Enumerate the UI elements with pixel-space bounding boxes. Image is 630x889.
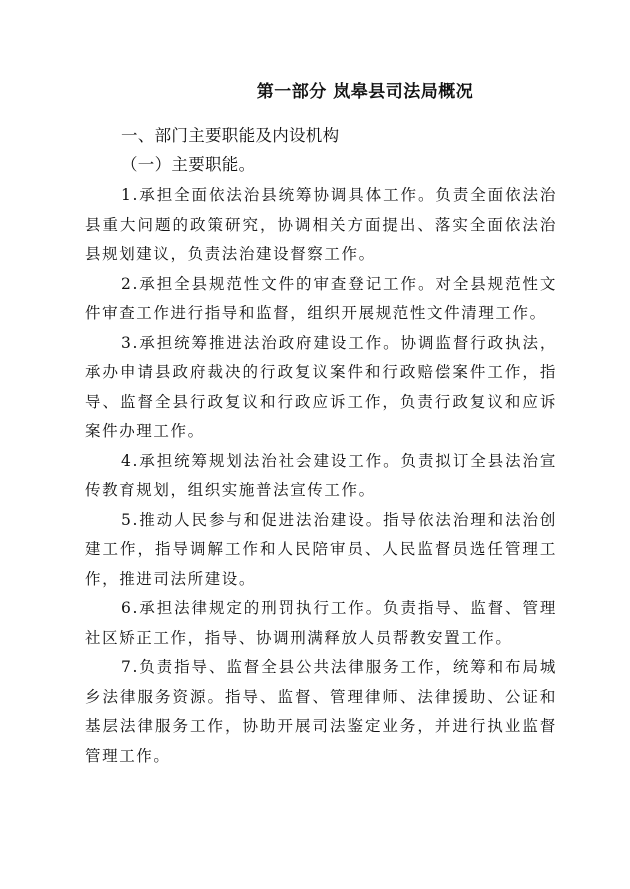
paragraph-6: 6.承担法律规定的刑罚执行工作。负责指导、监督、管理社区矫正工作，指导、协调刑满释放人员帮教安置工作。 — [85, 599, 557, 647]
subsection-heading: （一）主要职能。 — [121, 155, 256, 174]
paragraph-1: 1.承担全面依法治县统筹协调具体工作。负责全面依法治县重大问题的政策研究，协调相关方面提出、落实全面依法治县规划建议，负责法治建设督察工作。 — [85, 186, 557, 263]
paragraph-5: 5.推动人民参与和促进法治建设。指导依法治理和法治创建工作，指导调解工作和人民陪审员、人民监督员选任管理工作，推进司法所建设。 — [85, 510, 557, 588]
section-heading: 一、部门主要职能及内设机构 — [121, 126, 340, 145]
document-title: 第一部分 岚皋县司法局概况 — [256, 82, 474, 102]
paragraph-4: 4.承担统筹规划法治社会建设工作。负责拟订全县法治宣传教育规划，组织实施普法宣传工作。 — [85, 451, 557, 499]
paragraph-3: 3.承担统筹推进法治政府建设工作。协调监督行政执法，承办申请县政府裁决的行政复议案件和行政赔偿案件工作，指导、监督全县行政复议和行政应诉工作，负责行政复议和应诉案件办理工作。 — [85, 333, 557, 440]
paragraph-7: 7.负责指导、监督全县公共法律服务工作，统筹和布局城乡法律服务资源。指导、监督、管理律师、法律援助、公证和基层法律服务工作，协助开展司法鉴定业务，并进行执业监督管理工作。 — [85, 658, 557, 765]
body-text — [85, 181, 557, 771]
paragraph-2: 2.承担全县规范性文件的审查登记工作。对全县规范性文件审查工作进行指导和监督，组织开展规范性文件清理工作。 — [85, 274, 557, 322]
